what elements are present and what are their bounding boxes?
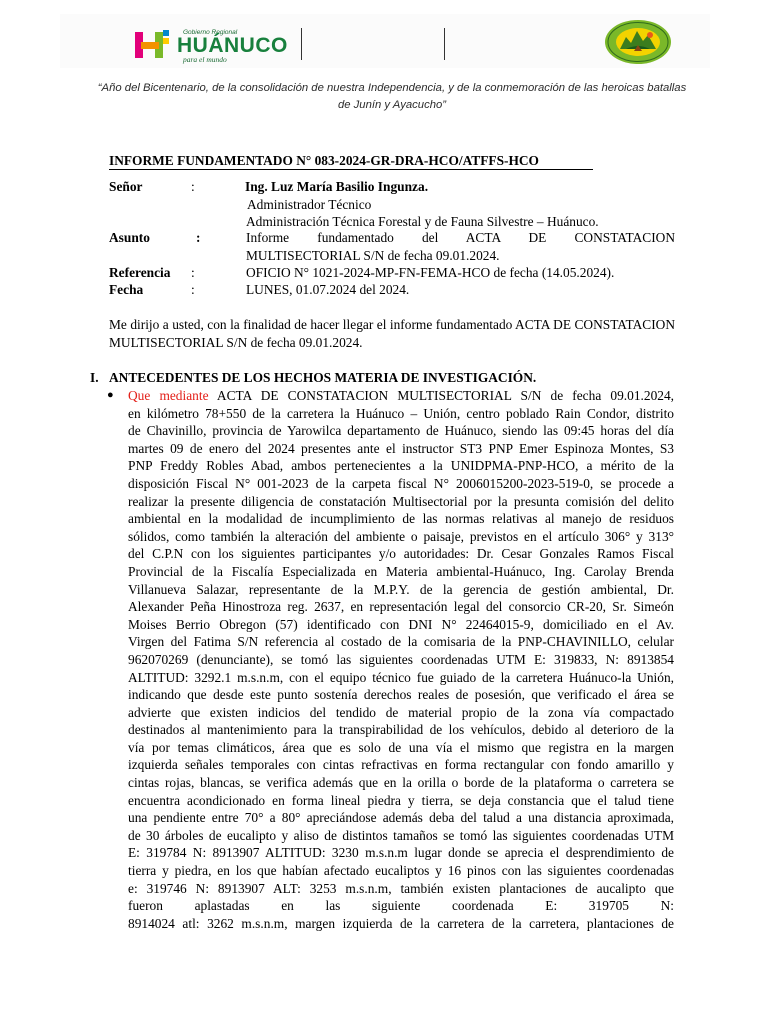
paragraph-line: de Chavinillo, provincia de Yarowilca departamento de Huánuco, siendo las 09:45 horas del día: [128, 423, 674, 439]
paragraph-line: cintas rojas, blancas, se verifica además que en la orilla o borde de la plataforma o carretera se: [128, 775, 674, 791]
fecha-colon: :: [191, 282, 195, 297]
paragraph-line: 962070269 (denunciante), se tomó las siguientes coordenadas UTM E: 319833, N: 8913854: [128, 651, 674, 667]
paragraph-line: destinados al mantenimiento para la transpirabilidad de los vehículos, debido al deterioro de la: [128, 722, 674, 738]
year-motto: “Año del Bicentenario, de la consolidación de nuestra Independencia, y de la conmemoración de las heroicas batallas de Junín y Ayacucho”: [97, 82, 687, 111]
paragraph-line: E: 319784 N: 8913907 ALTITUD: 3230 m.s.n.m lugar donde se aprecia el desprendimiento de: [128, 845, 674, 861]
intro-paragraph: Me dirijo a usted, con la finalidad de hacer llegar el informe fundamentado ACTA DE CONSTATACION MULTISECTORIAL S/N de fecha 09.01.2024.: [109, 317, 675, 350]
paragraph-line: Alexander Peña Hinostroza reg. 2637, en representación legal del consorcio CR-20, Sr. Simeón: [128, 599, 674, 615]
addressee-name: Ing. Luz María Basilio Ingunza.: [245, 179, 429, 194]
paragraph-line: del C.P.N con los siguientes participantes y/o autoridades: Dr. Cesar Gonzales Ramos Fiscal: [128, 546, 674, 562]
paragraph-line: tierra y piedra, en los que habían afectado eucaliptos y 16 pinos con las siguientes coordenadas: [128, 863, 674, 879]
highlight-text: Que mediante: [128, 388, 209, 403]
paragraph-line: Provincial de la Fiscalía Especializada en Materia ambiental-Huánuco, Ing. Carolay Brenda: [128, 563, 674, 579]
logo-small-text: Gobierno Regional: [183, 29, 238, 36]
paragraph-line: ambiental en la modalidad de incumplimiento de las normas relativas al manejo de residuos: [128, 511, 674, 527]
field-senor: [109, 178, 675, 231]
paragraph-line: martes 09 de enero del 2024 presentes ante el instructor ST3 PNP Emer Espinoza Montes, S3: [128, 440, 674, 456]
paragraph-line: e: 319746 N: 8913907 ALT: 3253 m.s.n.m, también existen plantaciones de aucalipto que: [128, 880, 674, 896]
referencia-colon: :: [191, 265, 195, 280]
section-number: I.: [90, 370, 99, 385]
senor-value: [246, 178, 675, 231]
field-referencia: [109, 264, 675, 282]
paragraph-line: realizar la presente diligencia de constatación Multisectorial por la presunta comisión del delito: [128, 493, 674, 509]
referencia-value: OFICIO N° 1021-2024-MP-FN-FEMA-HCO de fecha (14.05.2024).: [246, 265, 615, 280]
asunto-line: MULTISECTORIAL S/N de fecha 09.01.2024.: [246, 247, 500, 263]
addressee-office: Administración Técnica Forestal y de Fauna Silvestre – Huánuco.: [246, 214, 599, 229]
field-asunto: [109, 229, 675, 264]
first-line-text: ACTA DE CONSTATACION MULTISECTORIAL S/N de fecha 09.01.2024,: [208, 388, 674, 403]
paragraph-line: fueron aplastadas en las siguiente coordenada E: 319705 N:: [128, 898, 674, 914]
addressee-title: Administrador Técnico: [247, 196, 372, 212]
atffs-seal-icon: [604, 19, 672, 65]
field-fecha: [109, 281, 675, 299]
paragraph-line: en kilómetro 78+550 de la carretera la Huánuco – Unión, centro poblado Rain Condor, distrito: [128, 405, 674, 421]
paragraph-line: izquierda señales temporales con cintas refractivas en forma rectangular con fondo amarillo y: [128, 757, 674, 773]
bullet-paragraph: [128, 387, 674, 932]
paragraph-line: disposición Fiscal N° 001-2023 de la carpeta fiscal N° 2006015200-2023-519-0, se procede a: [128, 475, 674, 491]
paragraph-line: ALTITUD: 3292.1 m.s.n.m, con el equipo técnico fue guiado de la carretera Huánuco-la Unión,: [128, 669, 674, 685]
asunto-line: Informe fundamentado del ACTA DE CONSTATACION: [246, 230, 675, 245]
section-heading: [90, 369, 536, 386]
header-divider: [301, 28, 302, 60]
paragraph-line: una pendiente entre 70° a 80° apreciándose además deba del talud a una distancia aproximada,: [128, 810, 674, 826]
asunto-value: [246, 229, 675, 264]
fecha-value: LUNES, 01.07.2024 del 2024.: [246, 282, 410, 297]
paragraph-line: encuentra acondicionado en forma lineal piedra y tierra, se deja constancia que el talud tiene: [128, 792, 674, 808]
paragraph-line: Villanueva Salazar, representante de la M.P.Y. de la gerencia de gestión ambiental, Dr.: [128, 581, 674, 597]
section-title: ANTECEDENTES DE LOS HECHOS MATERIA DE INVESTIGACIÓN.: [109, 370, 537, 385]
paragraph-line: Moises Berrio Obregon (57) identificado con DNI N° 22464015-9, domiciliado en el Av.: [128, 616, 674, 632]
paragraph-line: PNP Freddy Robles Abad, ambos pertenecientes a la UNIDPMA-PNP-HCO, a mérito de la: [128, 458, 674, 474]
senor-colon: :: [191, 179, 195, 194]
paragraph-line: advierte que existen indicios del tendido de material propio de la zona vía compactado: [128, 704, 674, 720]
paragraph-line: 8914024 atl: 3262 m.s.n.m, margen izquierda de la carretera de la carretera, plantaciones de: [128, 915, 674, 931]
document-title: INFORME FUNDAMENTADO N° 083-2024-GR-DRA-HCO/ATFFS-HCO: [109, 152, 593, 170]
asunto-label: Asunto: [109, 230, 150, 245]
asunto-colon: :: [196, 230, 201, 245]
paragraph-line: indicando que desde este punto sostenía derechos reales de posesión, que verificado el área se: [128, 687, 674, 703]
gobierno-regional-huanuco-logo: [133, 24, 288, 64]
senor-label: Señor: [109, 179, 143, 194]
paragraph-line: [128, 387, 674, 405]
bullet-icon: ●: [107, 389, 114, 401]
paragraph-line: de 30 árboles de eucalipto y aliso de distintos tamaños se tomó las siguientes coordenadas UTM: [128, 827, 674, 843]
header-divider: [444, 28, 445, 60]
paragraph-line: vía por temas climáticos, área que es solo de una vía el mismo que registra en la margen: [128, 739, 674, 755]
huanuco-h-icon: [133, 28, 173, 60]
paragraph-line: Virgen del Fatima S/N referencia al costado de la comisaria de la PNP-CHAVINILLO, celular: [128, 634, 674, 650]
referencia-label: Referencia: [109, 265, 171, 280]
fecha-label: Fecha: [109, 282, 144, 297]
logo-tagline: para el mundo: [183, 55, 227, 64]
paragraph-line: sólidos, como también la alteración del ambiente o paisaje, previstos en el artículo 306° y 313°: [128, 528, 674, 544]
logo-wordmark: HUÁNUCO: [177, 34, 288, 57]
